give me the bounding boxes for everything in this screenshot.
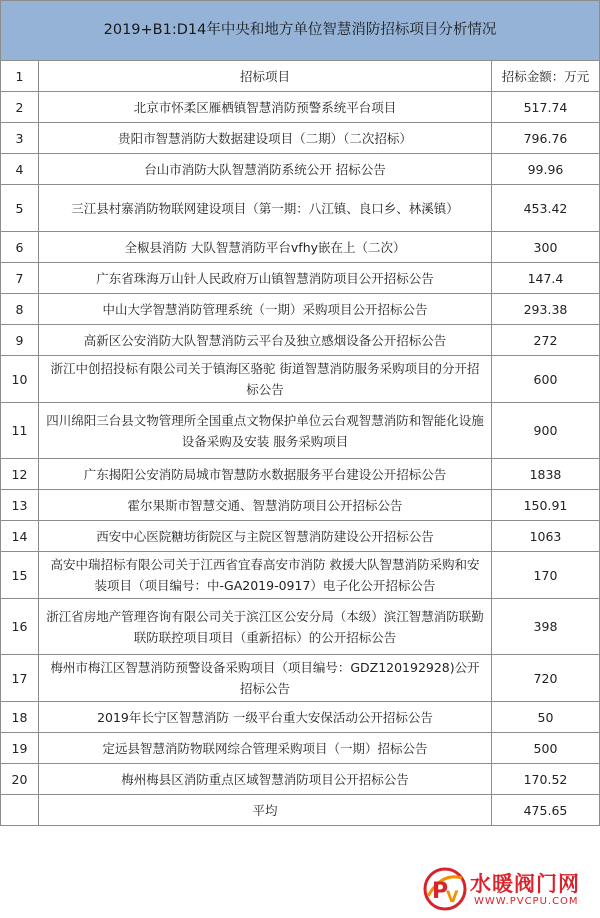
row-amount: 900 — [491, 403, 599, 459]
table-row — [1, 552, 600, 599]
pvc-logo-icon — [422, 866, 468, 912]
row-project: 定远县智慧消防物联网综合管理采购项目（一期）招标公告 — [39, 733, 492, 764]
row-project: 四川绵阳三台县文物管理所全国重点文物保护单位云台观智慧消防和智能化设施设备采购及安装 服务采购项目 — [39, 403, 492, 459]
row-amount: 1838 — [491, 459, 599, 490]
svg-text:V: V — [446, 887, 459, 906]
header-amount: 招标金额：万元 — [491, 61, 599, 92]
row-amount: 170.52 — [491, 764, 599, 795]
table-row — [1, 702, 600, 733]
row-amount: 1063 — [491, 521, 599, 552]
table-row — [1, 232, 600, 263]
table-row — [1, 733, 600, 764]
header-project: 招标项目 — [39, 61, 492, 92]
table-row — [1, 263, 600, 294]
row-num: 15 — [1, 552, 39, 599]
watermark-brand: 水暖阀门网 — [470, 872, 580, 896]
row-project: 台山市消防大队智慧消防系统公开 招标公告 — [39, 154, 492, 185]
title-row — [1, 1, 600, 61]
table-row — [1, 599, 600, 655]
row-project: 全椒县消防 大队智慧消防平台vfhy嵌在上（二次） — [39, 232, 492, 263]
row-num: 11 — [1, 403, 39, 459]
row-amount: 517.74 — [491, 92, 599, 123]
table-row — [1, 294, 600, 325]
table-row — [1, 123, 600, 154]
row-amount: 293.38 — [491, 294, 599, 325]
row-num: 4 — [1, 154, 39, 185]
table-row — [1, 764, 600, 795]
row-project: 高安中瑞招标有限公司关于江西省宜春高安市消防 救援大队智慧消防采购和安装项目（项目编号：中-GA2019-0917）电子化公开招标公告 — [39, 552, 492, 599]
row-project: 北京市怀柔区雁栖镇智慧消防预警系统平台项目 — [39, 92, 492, 123]
row-project: 三江县村寨消防物联网建设项目（第一期：八江镇、良口乡、林溪镇） — [39, 185, 492, 232]
average-label: 平均 — [39, 795, 492, 826]
svg-text:P: P — [432, 879, 449, 904]
row-project: 浙江省房地产管理咨询有限公司关于滨江区公安分局（本级）滨江智慧消防联勤联防联控项目项目（重新招标）的公开招标公告 — [39, 599, 492, 655]
row-num: 18 — [1, 702, 39, 733]
row-amount: 147.4 — [491, 263, 599, 294]
table-row — [1, 92, 600, 123]
row-project: 霍尔果斯市智慧交通、智慧消防项目公开招标公告 — [39, 490, 492, 521]
row-num: 3 — [1, 123, 39, 154]
row-num: 13 — [1, 490, 39, 521]
row-project: 2019年长宁区智慧消防 一级平台重大安保活动公开招标公告 — [39, 702, 492, 733]
row-project: 广东揭阳公安消防局城市智慧防水数据服务平台建设公开招标公告 — [39, 459, 492, 490]
row-amount: 150.91 — [491, 490, 599, 521]
table-row — [1, 490, 600, 521]
average-row — [1, 795, 600, 826]
row-num: 17 — [1, 655, 39, 702]
table-row — [1, 325, 600, 356]
table-row — [1, 521, 600, 552]
row-num: 6 — [1, 232, 39, 263]
row-amount: 600 — [491, 356, 599, 403]
table-row — [1, 459, 600, 490]
row-num: 10 — [1, 356, 39, 403]
row-num: 19 — [1, 733, 39, 764]
average-empty — [1, 795, 39, 826]
site-watermark — [422, 864, 598, 916]
row-amount: 50 — [491, 702, 599, 733]
row-project: 梅州市梅江区智慧消防预警设备采购项目（项目编号：GDZ120192928)公开招标公告 — [39, 655, 492, 702]
header-num: 1 — [1, 61, 39, 92]
row-project: 西安中心医院糖坊街院区与主院区智慧消防建设公开招标公告 — [39, 521, 492, 552]
row-num: 12 — [1, 459, 39, 490]
row-amount: 272 — [491, 325, 599, 356]
row-amount: 500 — [491, 733, 599, 764]
header-row — [1, 61, 600, 92]
table-title: 2019+B1:D14年中央和地方单位智慧消防招标项目分析情况 — [1, 1, 600, 61]
row-amount: 300 — [491, 232, 599, 263]
row-amount: 720 — [491, 655, 599, 702]
row-num: 20 — [1, 764, 39, 795]
row-project: 梅州梅县区消防重点区域智慧消防项目公开招标公告 — [39, 764, 492, 795]
row-project: 贵阳市智慧消防大数据建设项目（二期）（二次招标） — [39, 123, 492, 154]
row-project: 高新区公安消防大队智慧消防云平台及独立感烟设备公开招标公告 — [39, 325, 492, 356]
row-amount: 398 — [491, 599, 599, 655]
row-num: 2 — [1, 92, 39, 123]
row-num: 5 — [1, 185, 39, 232]
table-row — [1, 154, 600, 185]
row-project: 浙江中创招投标有限公司关于镇海区骆驼 街道智慧消防服务采购项目的分开招标公告 — [39, 356, 492, 403]
row-amount: 453.42 — [491, 185, 599, 232]
average-amount: 475.65 — [491, 795, 599, 826]
watermark-url: WWW.PVCPU.COM — [474, 896, 579, 907]
row-num: 16 — [1, 599, 39, 655]
table-row — [1, 403, 600, 459]
row-project: 中山大学智慧消防管理系统（一期）采购项目公开招标公告 — [39, 294, 492, 325]
row-amount: 99.96 — [491, 154, 599, 185]
row-num: 7 — [1, 263, 39, 294]
row-num: 9 — [1, 325, 39, 356]
row-project: 广东省珠海万山针人民政府万山镇智慧消防项目公开招标公告 — [39, 263, 492, 294]
row-num: 14 — [1, 521, 39, 552]
table-row — [1, 356, 600, 403]
row-num: 8 — [1, 294, 39, 325]
table-row — [1, 655, 600, 702]
row-amount: 170 — [491, 552, 599, 599]
row-amount: 796.76 — [491, 123, 599, 154]
table-row — [1, 185, 600, 232]
